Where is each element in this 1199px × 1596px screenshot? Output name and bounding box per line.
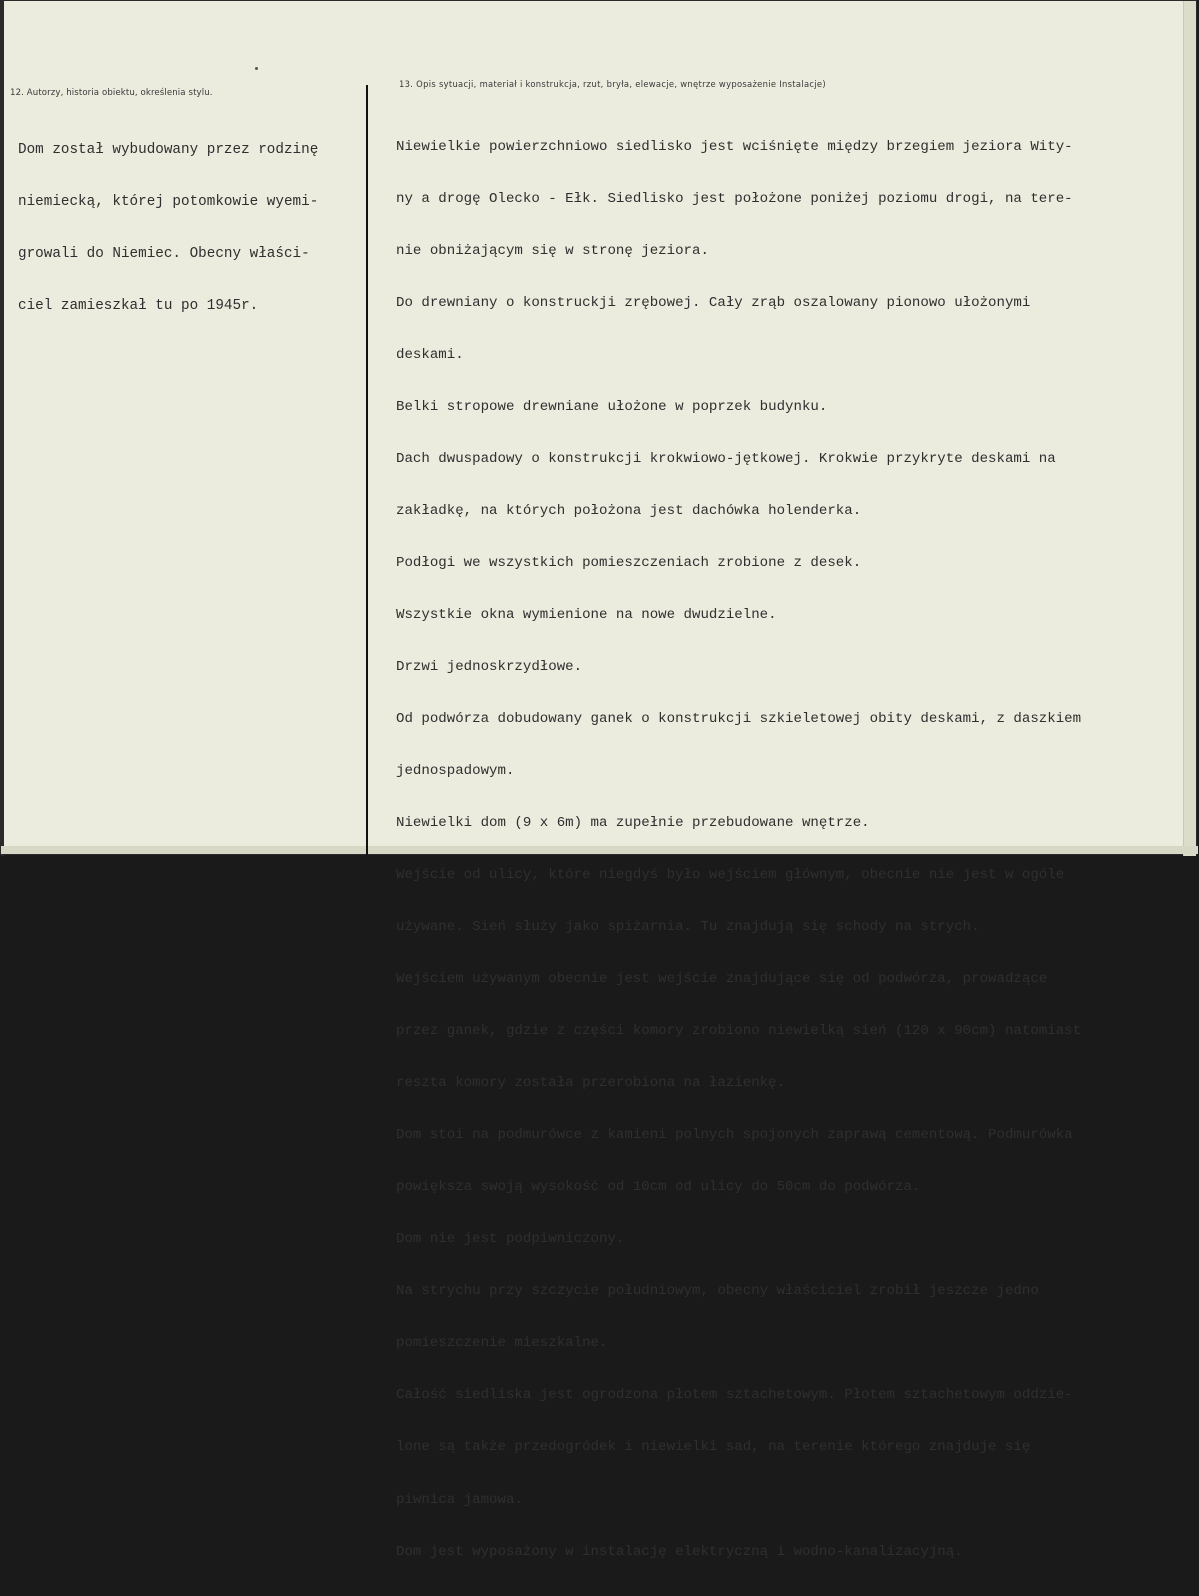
text-line: Wszystkie okna wymienione na nowe dwudzielne. [396, 606, 777, 623]
text-line: przez ganek, gdzie z części komory zrobiono niewielką sień (120 x 90cm) natomiast [396, 1023, 1082, 1040]
text-line: Podłogi we wszystkich pomieszczeniach zrobione z desek. [396, 554, 862, 571]
text-line: Dom stoi na podmurówce z kamieni polnych spojonych zaprawą cementową. Podmurówka [396, 1127, 1073, 1144]
text-line: growali do Niemiec. Obecny właści- [18, 246, 310, 263]
section-12-text [18, 107, 318, 351]
column-divider [366, 85, 368, 855]
text-line: powiększa swoją wysokość od 10cm od ulicy do 50cm do podwórza. [396, 1179, 921, 1196]
text-line: niemiecką, której potomkowie wyemi- [18, 194, 319, 211]
text-line: Dom nie jest podpiwniczony. [396, 1231, 625, 1248]
text-line: lone są także przedogródek i niewielki sad, na terenie którego znajduje się [396, 1439, 1031, 1456]
text-line: Drzwi jednoskrzydłowe. [396, 659, 583, 675]
ink-dot [255, 67, 258, 70]
text-line: Dom został wybudowany przez rodzinę [18, 141, 319, 158]
text-line: Dach dwuspadowy o konstrukcji krokwiowo-jętkowej. Krokwie przykryte deskami na [396, 450, 1056, 467]
text-line: Całość siedliska jest ogrodzona płotem sztachetowym. Płotem sztachetowym oddzie- [396, 1387, 1073, 1404]
text-line: ny a drogę Olecko - Ełk. Siedlisko jest położone poniżej poziomu drogi, na tere- [396, 190, 1073, 207]
text-line: deskami. [396, 346, 464, 363]
text-line: zakładkę, na których położona jest dachówka holenderka. [396, 502, 862, 519]
text-line: Wejście od ulicy, które niegdyś było wejściem głównym, obecnie nie jest w ogóle [396, 867, 1065, 884]
sheet-right-edge [1183, 1, 1196, 856]
text-line: ciel zamieszkał tu po 1945r. [18, 298, 259, 315]
text-line: jednospadowym. [396, 763, 515, 780]
text-line: Na strychu przy szczycie południowym, obecny właściciel zrobił jeszcze jedno [396, 1283, 1039, 1300]
text-line: Wejściem używanym obecnie jest wejście znajdujące się od podwórza, prowadzące [396, 971, 1048, 988]
section-12-header: 12. Autorzy, historia obiektu, określenia stylu. [10, 88, 213, 98]
text-line: reszta komory została przerobiona na łazienkę. [396, 1075, 786, 1092]
text-line: Niewielkie powierzchniowo siedlisko jest wciśnięte między brzegiem jeziora Wity- [396, 138, 1073, 155]
text-line: nie obniżającym się w stronę jeziora. [396, 242, 709, 259]
sheet-left-edge [1, 1, 4, 856]
text-line: piwnica jamowa. [396, 1491, 523, 1508]
text-line: Do drewniany o konstruckji zrębowej. Cały zrąb oszalowany pionowo ułożonymi [396, 294, 1031, 311]
text-line: Od podwórza dobudowany ganek o konstrukcji szkieletowej obity deskami, z daszkiem [396, 711, 1082, 728]
text-line: używane. Sień służy jako spiżarnia. Tu znajdują się schody na strych. [396, 919, 980, 936]
text-line: Dom jest wyposażony w instalację elektryczną i wodno-kanalizacyjną. [396, 1543, 963, 1560]
text-line: Belki stropowe drewniane ułożone w poprzek budynku. [396, 398, 828, 415]
section-13-header: 13. Opis sytuacji, materiał i konstrukcja, rzut, bryła, elewacje, wnętrze wyposażenie Instalacje) [399, 79, 826, 89]
text-line: Niewielki dom (9 x 6m) ma zupełnie przebudowane wnętrze. [396, 815, 870, 832]
section-13-text [396, 104, 1081, 1596]
text-line: pomieszczenie mieszkalne. [396, 1335, 608, 1352]
